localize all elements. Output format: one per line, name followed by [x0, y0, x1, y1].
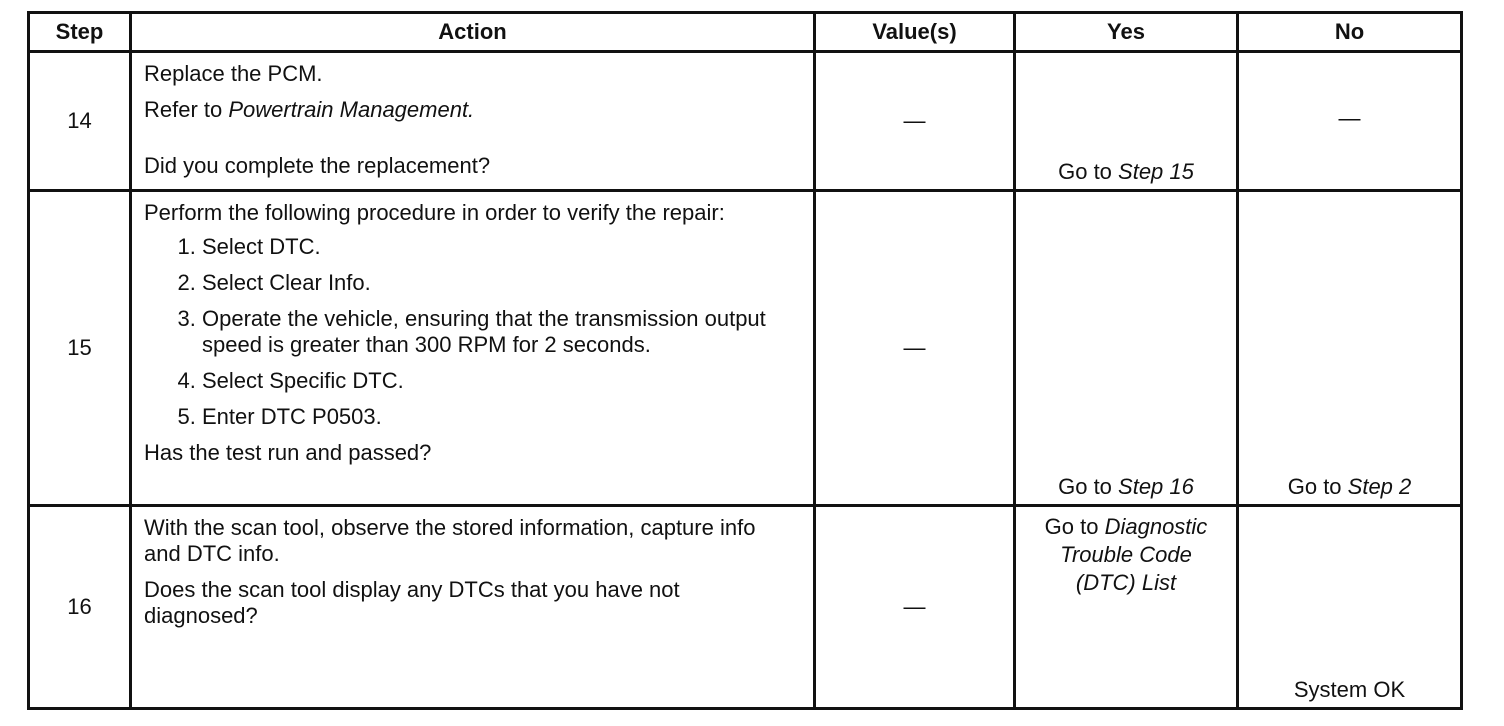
no-dash: —: [1338, 105, 1361, 131]
procedure-step: 2. Select Clear Info.: [202, 270, 773, 296]
yes-link[interactable]: Go to Diagnostic Trouble Code (DTC) List: [1044, 514, 1208, 595]
table-row: [29, 506, 1462, 709]
step-number: 14: [29, 52, 131, 191]
no-link[interactable]: Go to Step 2: [1287, 474, 1412, 499]
system-ok-text: System OK: [1293, 677, 1406, 702]
no-cell: [1238, 506, 1462, 709]
action-question: Has the test run and passed?: [144, 440, 432, 465]
action-question: Does the scan tool display any DTCs that you have not diagnosed?: [144, 577, 680, 628]
header-step: Step: [29, 13, 131, 52]
yes-link[interactable]: Go to Step 15: [1058, 159, 1194, 184]
header-no: No: [1238, 13, 1462, 52]
procedure-step: 1. Select DTC.: [202, 234, 773, 260]
header-row: [29, 13, 1462, 52]
action-text: Replace the PCM.: [144, 61, 323, 86]
step-number: 16: [29, 506, 131, 709]
header-action: Action: [131, 13, 815, 52]
procedure-step: 5. Enter DTC P0503.: [202, 404, 773, 430]
action-question: Did you complete the replacement?: [144, 153, 491, 178]
value-cell: [815, 191, 1015, 506]
value-cell: [815, 506, 1015, 709]
action-cell: [131, 191, 815, 506]
header-yes: Yes: [1015, 13, 1238, 52]
yes-cell: [1015, 506, 1238, 709]
header-value: Value(s): [815, 13, 1015, 52]
no-cell: [1238, 52, 1462, 191]
procedure-step: 4. Select Specific DTC.: [202, 368, 773, 394]
table-row: [29, 52, 1462, 191]
yes-link[interactable]: Go to Step 16: [1058, 474, 1194, 499]
action-intro: Perform the following procedure in order to verify the repair:: [144, 200, 725, 225]
no-cell: [1238, 191, 1462, 506]
action-text: With the scan tool, observe the stored information, capture info and DTC info.: [144, 515, 756, 566]
procedure-list: [144, 234, 773, 430]
value-cell: [815, 52, 1015, 191]
yes-cell: [1015, 52, 1238, 191]
procedure-step: 3. Operate the vehicle, ensuring that the transmission output speed is greater than 300 RPM for 2 seconds.: [202, 306, 773, 358]
reference-link[interactable]: Powertrain Management.: [228, 97, 475, 122]
step-number: 15: [29, 191, 131, 506]
action-cell: [131, 506, 815, 709]
yes-cell: [1015, 191, 1238, 506]
value-dash: —: [903, 335, 926, 360]
table-row: [29, 191, 1462, 506]
diagnostic-table: [27, 11, 1463, 710]
action-reference: Refer to Powertrain Management.: [144, 97, 475, 122]
value-dash: —: [903, 594, 926, 619]
action-cell: [131, 52, 815, 191]
value-dash: —: [903, 108, 926, 133]
